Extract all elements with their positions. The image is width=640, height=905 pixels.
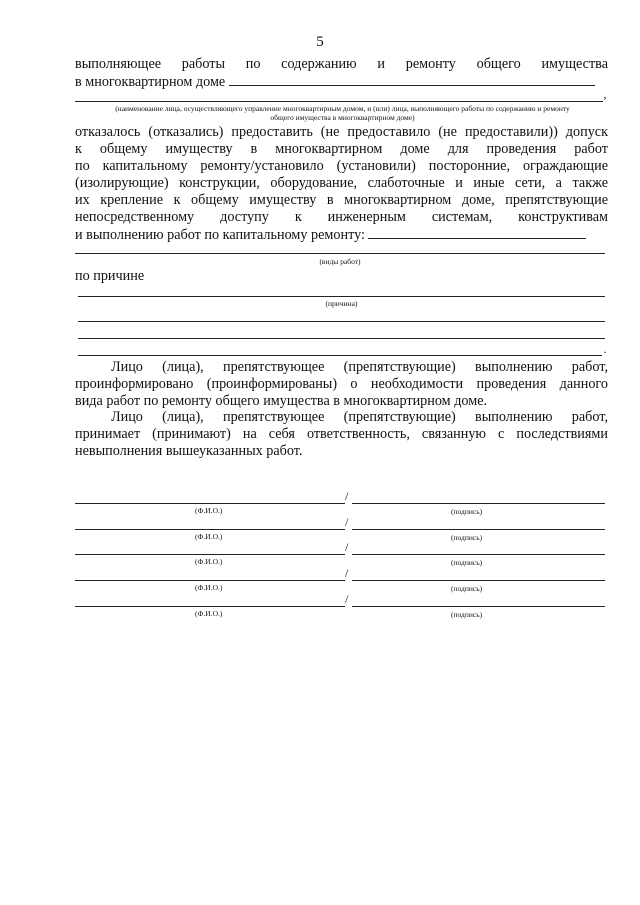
refusal-line-7 xyxy=(75,226,608,244)
fio-line xyxy=(75,554,345,555)
fio-caption: (Ф.И.О.) xyxy=(195,609,223,618)
slash: / xyxy=(345,515,349,529)
organization-blank-line xyxy=(75,101,603,102)
signature-line xyxy=(352,606,605,607)
signature-caption: (подпись) xyxy=(451,558,483,567)
refusal-line-6: непосредственному доступу к инженерным системам, конструктивам xyxy=(75,209,608,225)
responsibility-line-2: принимает (принимают) на себя ответственность, связанную с последствиями xyxy=(75,426,608,442)
fio-caption: (Ф.И.О.) xyxy=(195,557,223,566)
reason-period: . xyxy=(603,342,607,356)
works-blank-line xyxy=(75,253,605,254)
reason-blank-line-4 xyxy=(78,355,602,356)
fio-line xyxy=(75,580,345,581)
fio-caption: (Ф.И.О.) xyxy=(195,583,223,592)
responsibility-line-1: Лицо (лица), препятствующее (препятствующие) выполнению работ, xyxy=(111,409,608,425)
refusal-last-text: и выполнению работ по капитальному ремонту: xyxy=(75,227,365,243)
signature-caption: (подпись) xyxy=(451,533,483,542)
refusal-line-5: их крепление к общему имуществу в многоквартирном доме, препятствующие xyxy=(75,192,608,208)
intro-line-1: выполняющее работы по содержанию и ремонту общего имущества xyxy=(75,56,608,72)
responsibility-line-3: невыполнения вышеуказанных работ. xyxy=(75,443,303,459)
slash: / xyxy=(345,566,349,580)
signature-line xyxy=(352,529,605,530)
fio-caption: (Ф.И.О.) xyxy=(195,532,223,541)
intro-line-2-text: в многоквартирном доме xyxy=(75,74,226,90)
refusal-line-3: по капитальному ремонту/установило (установили) посторонние, ограждающие xyxy=(75,158,608,174)
informed-line-2: проинформировано (проинформированы) о необходимости проведения данного xyxy=(75,376,608,392)
organization-caption-1: (наименование лица, осуществляющего управление многоквартирным домом, и (или) лица, выполняющего работы по содержанию и ремонту xyxy=(115,104,570,113)
slash: / xyxy=(345,592,349,606)
slash: / xyxy=(345,489,349,503)
organization-caption-2: общего имущества в многоквартирном доме) xyxy=(270,113,415,122)
reason-blank-line-3 xyxy=(78,338,605,339)
signature-line xyxy=(352,580,605,581)
refusal-line-1: отказалось (отказались) предоставить (не предоставило (не предоставили)) допуск xyxy=(75,124,608,140)
fio-caption: (Ф.И.О.) xyxy=(195,506,223,515)
reason-blank-line-1 xyxy=(78,296,605,297)
repair-works-blank xyxy=(368,226,586,239)
informed-line-1: Лицо (лица), препятствующее (препятствующие) выполнению работ, xyxy=(111,359,608,375)
page-number: 5 xyxy=(316,34,324,50)
signature-line xyxy=(352,554,605,555)
signature-caption: (подпись) xyxy=(451,610,483,619)
works-caption: (виды работ) xyxy=(319,257,361,266)
fio-line xyxy=(75,503,345,504)
building-blank xyxy=(229,73,595,86)
intro-line-2 xyxy=(75,73,608,91)
fio-line xyxy=(75,606,345,607)
reason-blank-line-2 xyxy=(78,321,605,322)
reason-caption: (причина) xyxy=(325,299,358,308)
reason-label: по причине xyxy=(75,268,145,284)
signature-caption: (подпись) xyxy=(451,584,483,593)
signature-caption: (подпись) xyxy=(451,507,483,516)
fio-line xyxy=(75,529,345,530)
slash: / xyxy=(345,540,349,554)
refusal-line-4: (изолирующие) конструкции, оборудование, слаботочные и иные сети, а также xyxy=(75,175,608,191)
refusal-line-2: к общему имуществу в многоквартирном доме для проведения работ xyxy=(75,141,608,157)
signature-line xyxy=(352,503,605,504)
informed-line-3: вида работ по ремонту общего имущества в многоквартирном доме. xyxy=(75,393,488,409)
organization-comma: , xyxy=(603,87,607,101)
